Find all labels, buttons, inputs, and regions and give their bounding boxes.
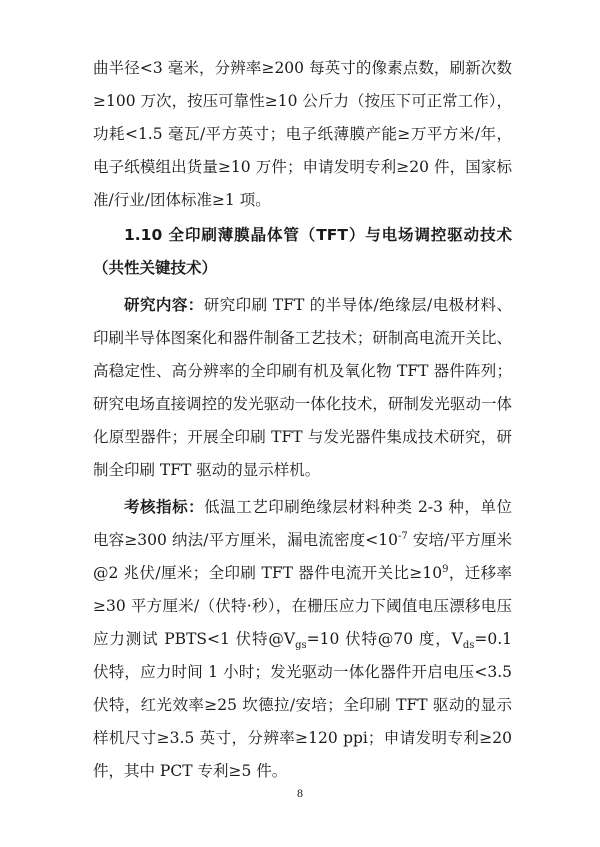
assessment-paragraph [93, 491, 512, 788]
vgs-subscript: gs [295, 640, 307, 651]
assessment-text-1: 低温工艺印刷绝缘层材料种类 2-3 种，单位电容≥300 纳法/平方厘米，漏电流密度<10 [93, 498, 512, 549]
research-text: 研究印刷 TFT 的半导体/绝缘层/电极材料、印刷半导体图案化和器件制备工艺技术；研制高电流开关比、高稳定性、高分辨率的全印刷有机及氧化物 TFT 器件阵列；研究电场直接调控的发光驱动一体化技术，研制发光驱动一体化原型器件；开展全印刷 TFT 与发光器件集成技术研究，研制全印刷 TFT 驱动的显示样机。 [93, 296, 512, 479]
section-heading: 1.10 全印刷薄膜晶体管（TFT）与电场调控驱动技术（共性关键技术） [93, 226, 512, 277]
assessment-text-3: ，迁移率≥30 平方厘米/（伏特·秒），在栅压应力下阈值电压漂移电压应力测试 PBTS<1 伏特@V [93, 564, 512, 648]
research-label: 研究内容： [124, 296, 204, 314]
intro-paragraph: 曲半径<3 毫米，分辨率≥200 每英寸的像素点数，刷新次数≥100 万次，按压可靠性≥10 公斤力（按压下可正常工作），功耗<1.5 毫瓦/平方英寸；电子纸薄膜产能≥万平方米/年，电子纸模组出货量≥10 万件；申请发明专利≥20 件，国家标准/行业/团体标准≥1 项。 [93, 59, 512, 209]
vds-subscript: ds [462, 640, 475, 651]
page-number: 8 [297, 786, 303, 800]
assessment-text-4: =10 伏特@70 度，V [306, 630, 463, 648]
on-off-ratio-exponent: 9 [442, 564, 449, 575]
leakage-exponent: -7 [397, 531, 408, 542]
research-paragraph [93, 289, 512, 487]
assessment-label: 考核指标： [124, 498, 205, 516]
assessment-text-5: =0.1 伏特，应力时间 1 小时；发光驱动一体化器件开启电压<3.5 伏特，红光效率≥25 坎德拉/安培；全印刷 TFT 驱动的显示样机尺寸≥3.5 英寸，分辨率≥120 ppi；申请发明专利≥20 件，其中 PCT 专利≥5 件。 [93, 630, 512, 780]
assessment-text-2: 安培/平方厘米@2 兆伏/厘米；全印刷 TFT 器件电流开关比≥10 [93, 531, 512, 582]
